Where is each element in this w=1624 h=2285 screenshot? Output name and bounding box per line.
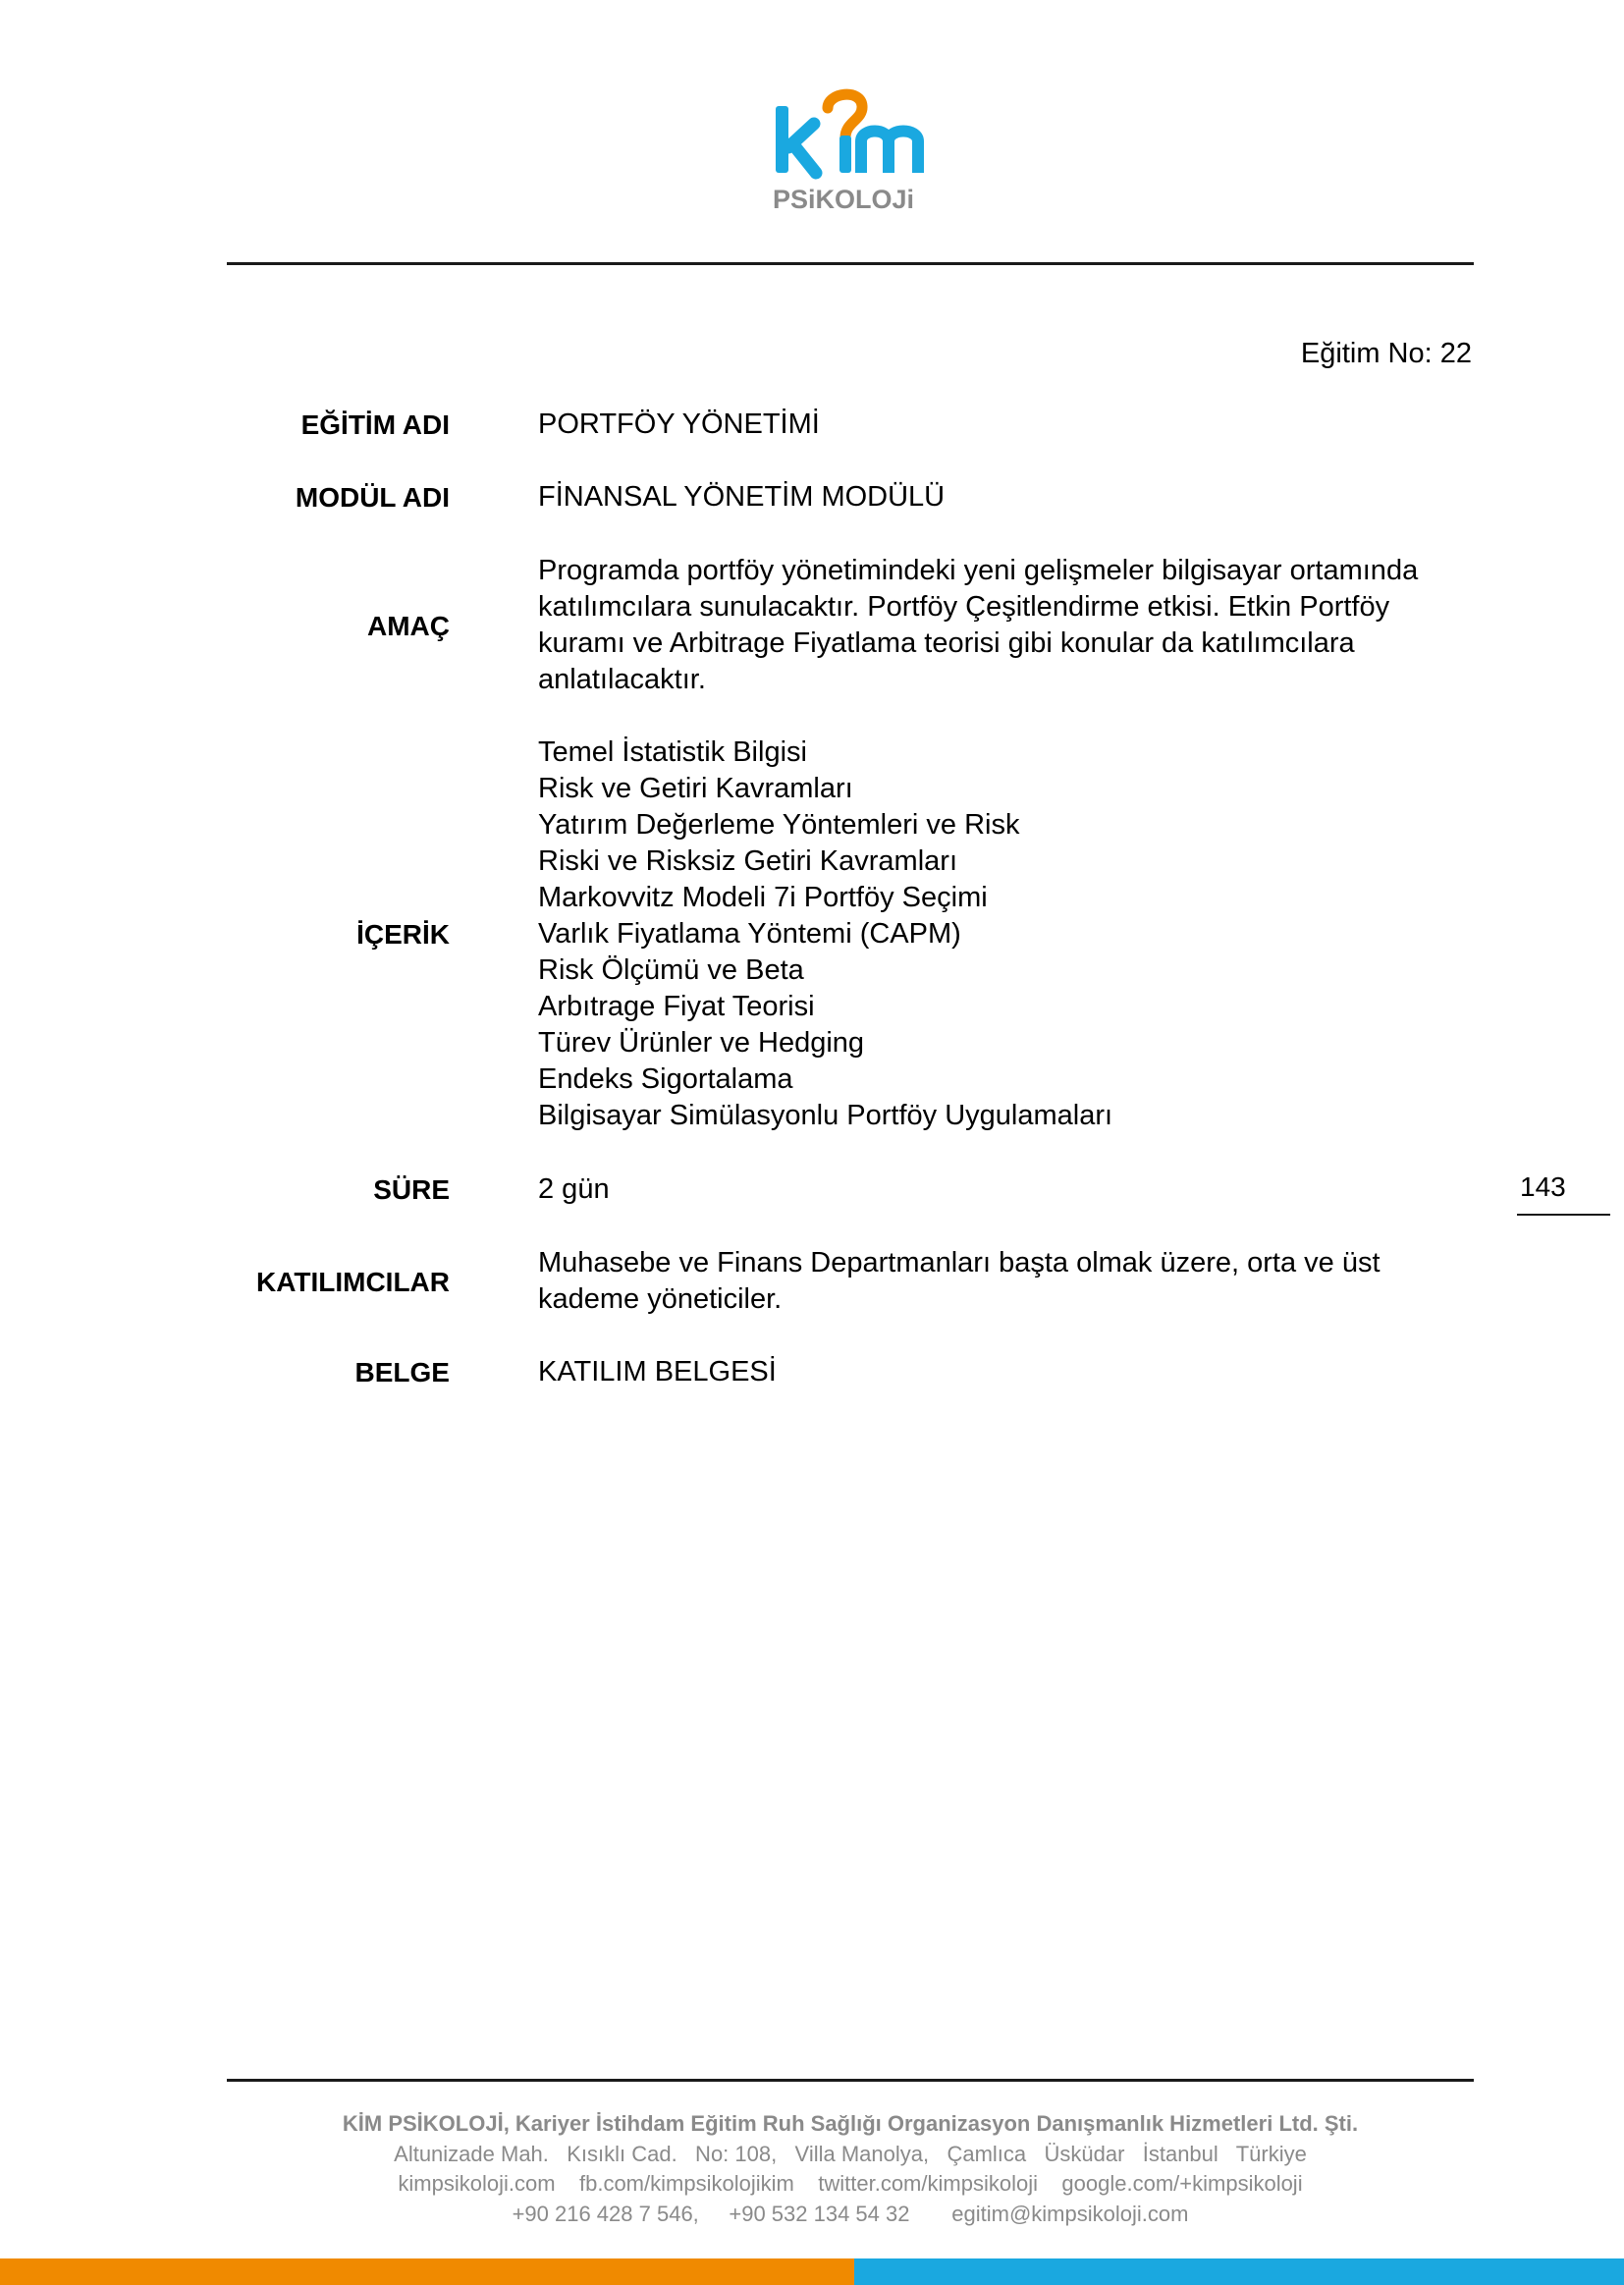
field-value: 2 gün <box>538 1173 610 1205</box>
footer-web-links: kimpsikoloji.com fb.com/kimpsikolojikim twitter.com/kimpsikoloji google.com/+kimpsikoloji <box>398 2171 1303 2196</box>
header-divider <box>227 262 1474 265</box>
list-item: Yatırım Değerleme Yöntemleri ve Risk <box>538 809 1020 841</box>
field-value: PORTFÖY YÖNETİMİ <box>538 408 820 440</box>
footer-bar-blue <box>854 2258 1624 2285</box>
education-number: Eğitim No: 22 <box>1300 338 1472 369</box>
list-item: Türev Ürünler ve Hedging <box>538 1027 865 1059</box>
list-item: Markovvitz Modeli 7i Portföy Seçimi <box>538 882 988 913</box>
page-number: 143 <box>1520 1171 1566 1202</box>
amac-line: kuramı ve Arbitrage Fiyatlama teorisi gibi konular da katılımcılara <box>538 627 1355 659</box>
list-item: Bilgisayar Simülasyonlu Portföy Uygulamaları <box>538 1100 1113 1131</box>
field-label: MODÜL ADI <box>295 482 450 513</box>
katilimcilar-line: Muhasebe ve Finans Departmanları başta olmak üzere, orta ve üst <box>538 1247 1380 1279</box>
page-number-underline <box>1517 1214 1610 1216</box>
footer-company-line <box>227 2109 1474 2140</box>
field-label: SÜRE <box>373 1174 450 1205</box>
kim-psikoloji-logo <box>771 86 928 219</box>
content-list <box>538 734 1441 1134</box>
amac-line: anlatılacaktır. <box>538 664 706 695</box>
list-item: Temel İstatistik Bilgisi <box>538 736 807 768</box>
katilimcilar-line: kademe yöneticiler. <box>538 1283 783 1315</box>
list-item: Risk ve Getiri Kavramları <box>538 773 853 804</box>
footer-address: Altunizade Mah. Kısıklı Cad. No: 108, Villa Manolya, Çamlıca Üsküdar İstanbul Türkiye <box>394 2141 1307 2166</box>
field-label: KATILIMCILAR <box>256 1267 450 1297</box>
field-label: İÇERİK <box>356 919 450 950</box>
footer-company-name: KİM PSİKOLOJİ <box>342 2111 504 2136</box>
field-value <box>538 1245 1441 1318</box>
amac-line: katılımcılara sunulacaktır. Portföy Çeşitlendirme etkisi. Etkin Portföy <box>538 591 1390 623</box>
field-label: AMAÇ <box>367 611 450 641</box>
field-value <box>538 553 1441 698</box>
amac-line: Programda portföy yönetimindeki yeni gelişmeler bilgisayar ortamında <box>538 555 1419 586</box>
field-label: EĞİTİM ADI <box>300 409 450 440</box>
list-item: Risk Ölçümü ve Beta <box>538 954 804 986</box>
footer <box>227 2109 1474 2229</box>
footer-divider <box>227 2079 1474 2082</box>
list-item: Riski ve Risksiz Getiri Kavramları <box>538 845 957 877</box>
field-value: FİNANSAL YÖNETİM MODÜLÜ <box>538 481 946 513</box>
field-label: BELGE <box>354 1357 450 1387</box>
list-item: Varlık Fiyatlama Yöntemi (CAPM) <box>538 918 961 950</box>
footer-company-rest: , Kariyer İstihdam Eğitim Ruh Sağlığı Organizasyon Danışmanlık Hizmetleri Ltd. Şti. <box>503 2111 1359 2136</box>
footer-contact: +90 216 428 7 546, +90 532 134 54 32 egitim@kimpsikoloji.com <box>512 2201 1189 2226</box>
logo-mark <box>771 86 928 219</box>
list-item: Endeks Sigortalama <box>538 1063 793 1095</box>
list-item: Arbıtrage Fiyat Teorisi <box>538 991 815 1022</box>
footer-bar-orange <box>0 2258 854 2285</box>
field-value: KATILIM BELGESİ <box>538 1356 777 1387</box>
svg-text:PSiKOLOJi: PSiKOLOJi <box>773 185 915 214</box>
